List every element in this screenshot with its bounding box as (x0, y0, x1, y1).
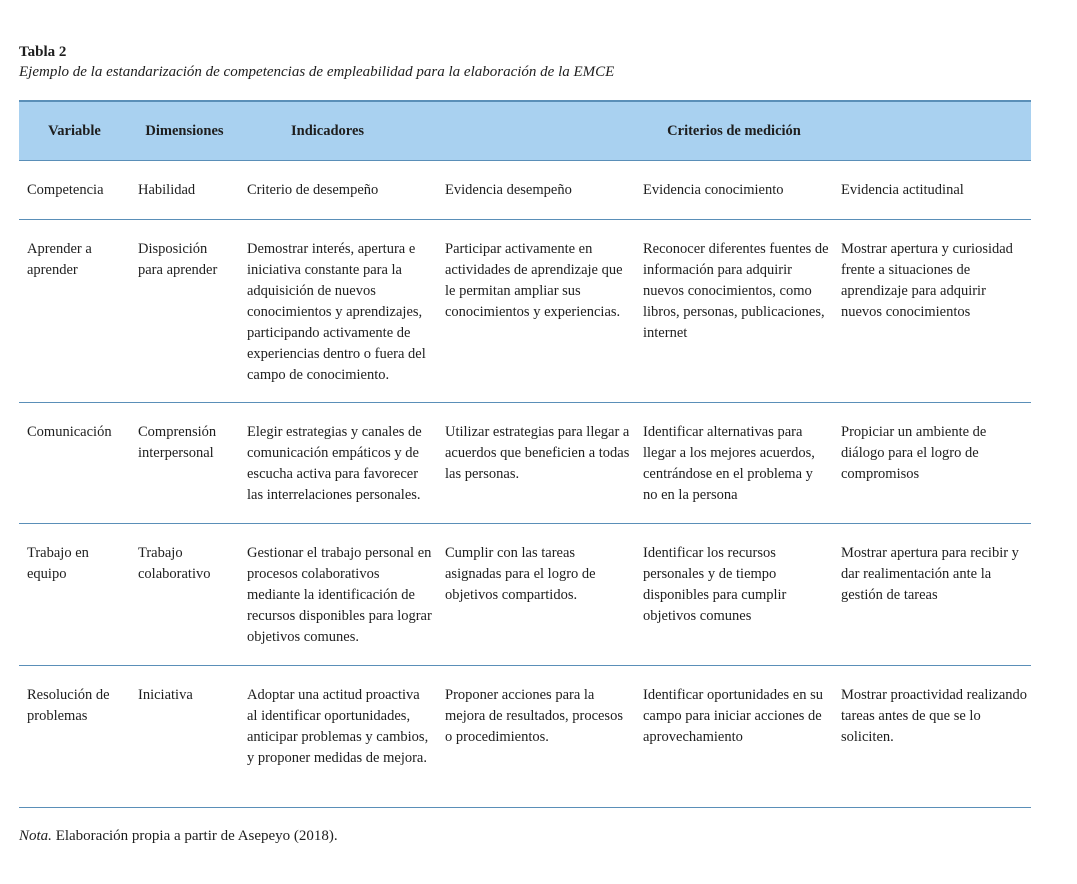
table-cell: Trabajo en equipo (19, 524, 130, 666)
header-row (19, 101, 1031, 161)
table-cell: Disposición para aprender (130, 220, 239, 403)
table-cell: Elegir estrategias y canales de comunicación empáticos y de escucha activa para favorecer las interrelaciones personales. (239, 403, 437, 524)
table-cell: Demostrar interés, apertura e iniciativa constante para la adquisición de nuevos conocimientos y aprendizajes, participando activamente de experiencias dentro o fuera del campo de conocimiento. (239, 220, 437, 403)
table-cell: Proponer acciones para la mejora de resultados, procesos o procedimientos. (437, 666, 635, 808)
subheader-cell: Evidencia actitudinal (833, 161, 1031, 220)
table-cell: Cumplir con las tareas asignadas para el logro de objetivos compartidos. (437, 524, 635, 666)
header-indicadores: Indicadores (239, 101, 437, 161)
table-number: Tabla 2 (19, 44, 67, 60)
table-cell: Identificar oportunidades en su campo para iniciar acciones de aprovechamiento (635, 666, 833, 808)
table-cell: Reconocer diferentes fuentes de información para adquirir nuevos conocimientos, como libros, personas, publicaciones, internet (635, 220, 833, 403)
table-row (19, 220, 1031, 403)
table-cell: Resolución de problemas (19, 666, 130, 808)
header-variable: Variable (19, 101, 130, 161)
table-cell: Propiciar un ambiente de diálogo para el logro de compromisos (833, 403, 1031, 524)
table-cell: Identificar alternativas para llegar a los mejores acuerdos, centrándose en el problema y no en la persona (635, 403, 833, 524)
note-label: Nota. (19, 828, 52, 844)
table-note (19, 828, 338, 845)
note-text: Elaboración propia a partir de Asepeyo (2018). (51, 828, 338, 844)
table-cell: Mostrar apertura y curiosidad frente a situaciones de aprendizaje para adquirir nuevos conocimientos (833, 220, 1031, 403)
table-row (19, 403, 1031, 524)
table-cell: Gestionar el trabajo personal en procesos colaborativos mediante la identificación de recursos disponibles para lograr objetivos comunes. (239, 524, 437, 666)
table-row (19, 666, 1031, 808)
table-cell: Aprender a aprender (19, 220, 130, 403)
table-cell: Mostrar apertura para recibir y dar realimentación ante la gestión de tareas (833, 524, 1031, 666)
table-cell: Comunicación (19, 403, 130, 524)
table-cell: Identificar los recursos personales y de tiempo disponibles para cumplir objetivos comunes (635, 524, 833, 666)
table-caption: Ejemplo de la estandarización de competencias de empleabilidad para la elaboración de la EMCE (19, 64, 615, 80)
table-cell: Iniciativa (130, 666, 239, 808)
table-row (19, 524, 1031, 666)
subheader-cell: Criterio de desempeño (239, 161, 437, 220)
subheader-cell: Evidencia conocimiento (635, 161, 833, 220)
header-dimensiones: Dimensiones (130, 101, 239, 161)
table-cell: Adoptar una actitud proactiva al identificar oportunidades, anticipar problemas y cambios, y proponer medidas de mejora. (239, 666, 437, 808)
table-cell: Mostrar proactividad realizando tareas antes de que se lo soliciten. (833, 666, 1031, 808)
subheader-cell: Competencia (19, 161, 130, 220)
table-cell: Trabajo colaborativo (130, 524, 239, 666)
competencies-table (19, 100, 1031, 808)
subheader-cell: Evidencia desempeño (437, 161, 635, 220)
table-cell: Participar activamente en actividades de aprendizaje que le permitan ampliar sus conocimientos y experiencias. (437, 220, 635, 403)
table-cell: Utilizar estrategias para llegar a acuerdos que beneficien a todas las personas. (437, 403, 635, 524)
subheader-row (19, 161, 1031, 220)
subheader-cell: Habilidad (130, 161, 239, 220)
header-criterios: Criterios de medición (437, 101, 1031, 161)
table-cell: Comprensión interpersonal (130, 403, 239, 524)
